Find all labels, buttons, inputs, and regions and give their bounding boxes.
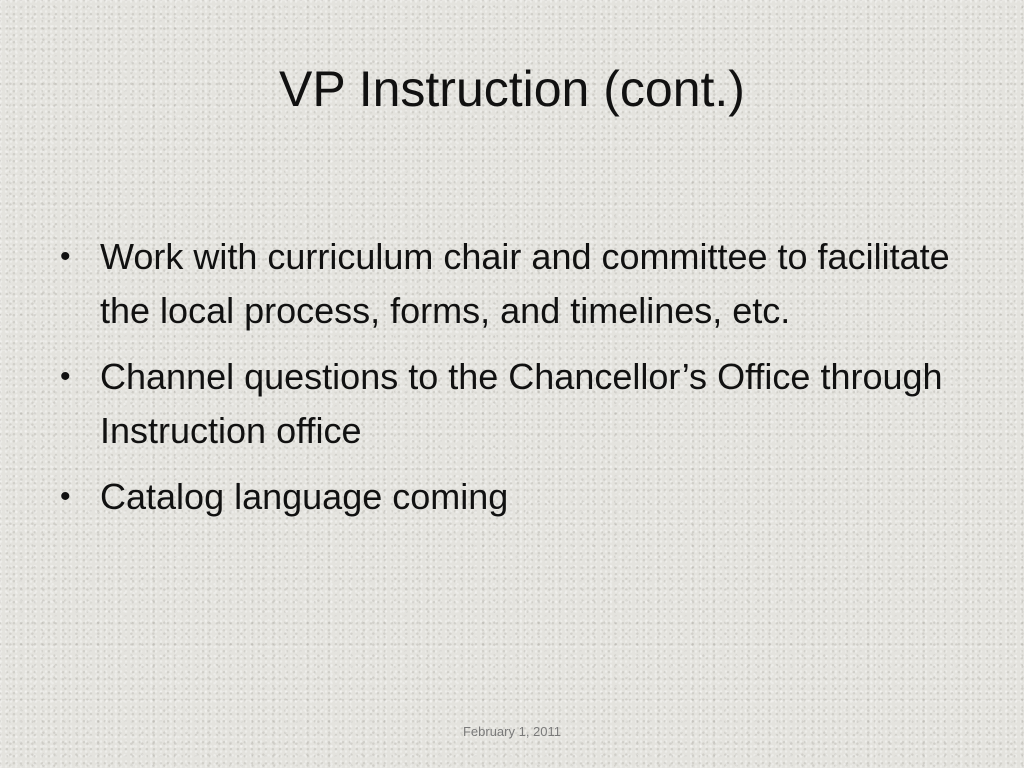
bullet-text: Channel questions to the Chancellor’s Office through Instruction office [100,356,943,451]
bullet-list [58,230,978,536]
bullet-item [58,350,978,458]
bullet-item [58,230,978,338]
bullet-marker-icon: • [60,480,71,513]
footer-date: February 1, 2011 [462,724,562,739]
bullet-text: Work with curriculum chair and committee to facilitate the local process, forms, and timelines, etc. [100,236,950,331]
slide-title: VP Instruction (cont.) [279,61,745,117]
bullet-marker-icon: • [60,360,71,393]
bullet-marker-icon: • [60,240,71,273]
bullet-text: Catalog language coming [100,476,509,517]
bullet-item [58,470,978,524]
